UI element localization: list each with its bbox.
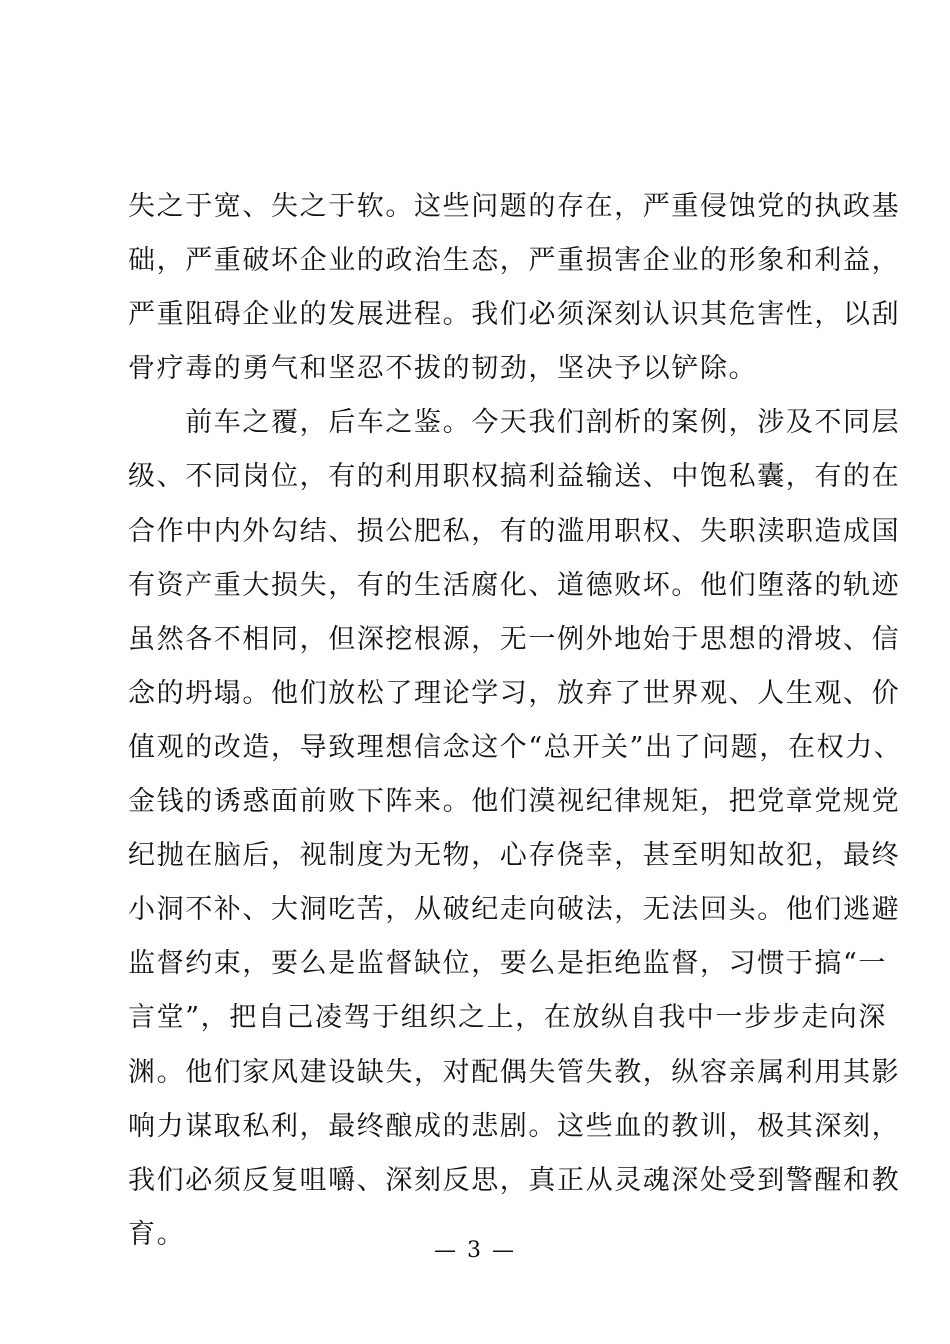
text-line: 有资产重大损失，有的生活腐化、道德败坏。他们堕落的轨迹 — [128, 569, 901, 601]
text-line: 我们必须反复咀嚼、深刻反思，真正从灵魂深处受到警醒和教 — [128, 1164, 901, 1196]
text-line: 础，严重破坏企业的政治生态，严重损害企业的形象和利益， — [128, 245, 901, 277]
text-line: 失之于宽、失之于软。这些问题的存在，严重侵蚀党的执政基 — [128, 191, 901, 222]
text-line: 金钱的诱惑面前败下阵来。他们漠视纪律规矩，把党章党规党 — [128, 786, 901, 818]
text-line: 监督约束，要么是监督缺位，要么是拒绝监督，习惯于搞“一 — [128, 948, 888, 980]
text-line: 虽然各不相同，但深挖根源，无一例外地始于思想的滑坡、信 — [128, 623, 901, 655]
text-line: 值观的改造，导致理想信念这个“总开关”出了问题，在权力、 — [128, 731, 903, 763]
text-line: 纪抛在脑后，视制度为无物，心存侥幸，甚至明知故犯，最终 — [128, 840, 901, 872]
text-line: 响力谋取私利，最终酿成的悲剧。这些血的教训，极其深刻， — [128, 1110, 901, 1142]
text-line: 级、不同岗位，有的利用职权搞利益输送、中饱私囊，有的在 — [128, 461, 901, 493]
body-text — [128, 180, 903, 1262]
text-line: 小洞不补、大洞吃苦，从破纪走向破法，无法回头。他们逃避 — [128, 894, 901, 926]
text-line: 言堂”，把自己凌驾于组织之上，在放纵自我中一步步走向深 — [128, 1002, 888, 1034]
text-line: 骨疗毒的勇气和坚忍不拔的韧劲，坚决予以铲除。 — [128, 353, 758, 385]
text-line: 合作中内外勾结、损公肥私，有的滥用职权、失职渎职造成国 — [128, 515, 901, 547]
text-line: 念的坍塌。他们放松了理论学习，放弃了世界观、人生观、价 — [128, 677, 901, 709]
text-line: 严重阻碍企业的发展进程。我们必须深刻认识其危害性，以刮 — [128, 299, 901, 331]
text-line: 育。 — [128, 1218, 186, 1250]
text-line: 前车之覆，后车之鉴。今天我们剖析的案例，涉及不同层 — [128, 407, 901, 439]
text-line: 渊。他们家风建设缺失，对配偶失管失教，纵容亲属利用其影 — [128, 1056, 901, 1088]
page-number: — 3 — — [434, 1238, 516, 1263]
